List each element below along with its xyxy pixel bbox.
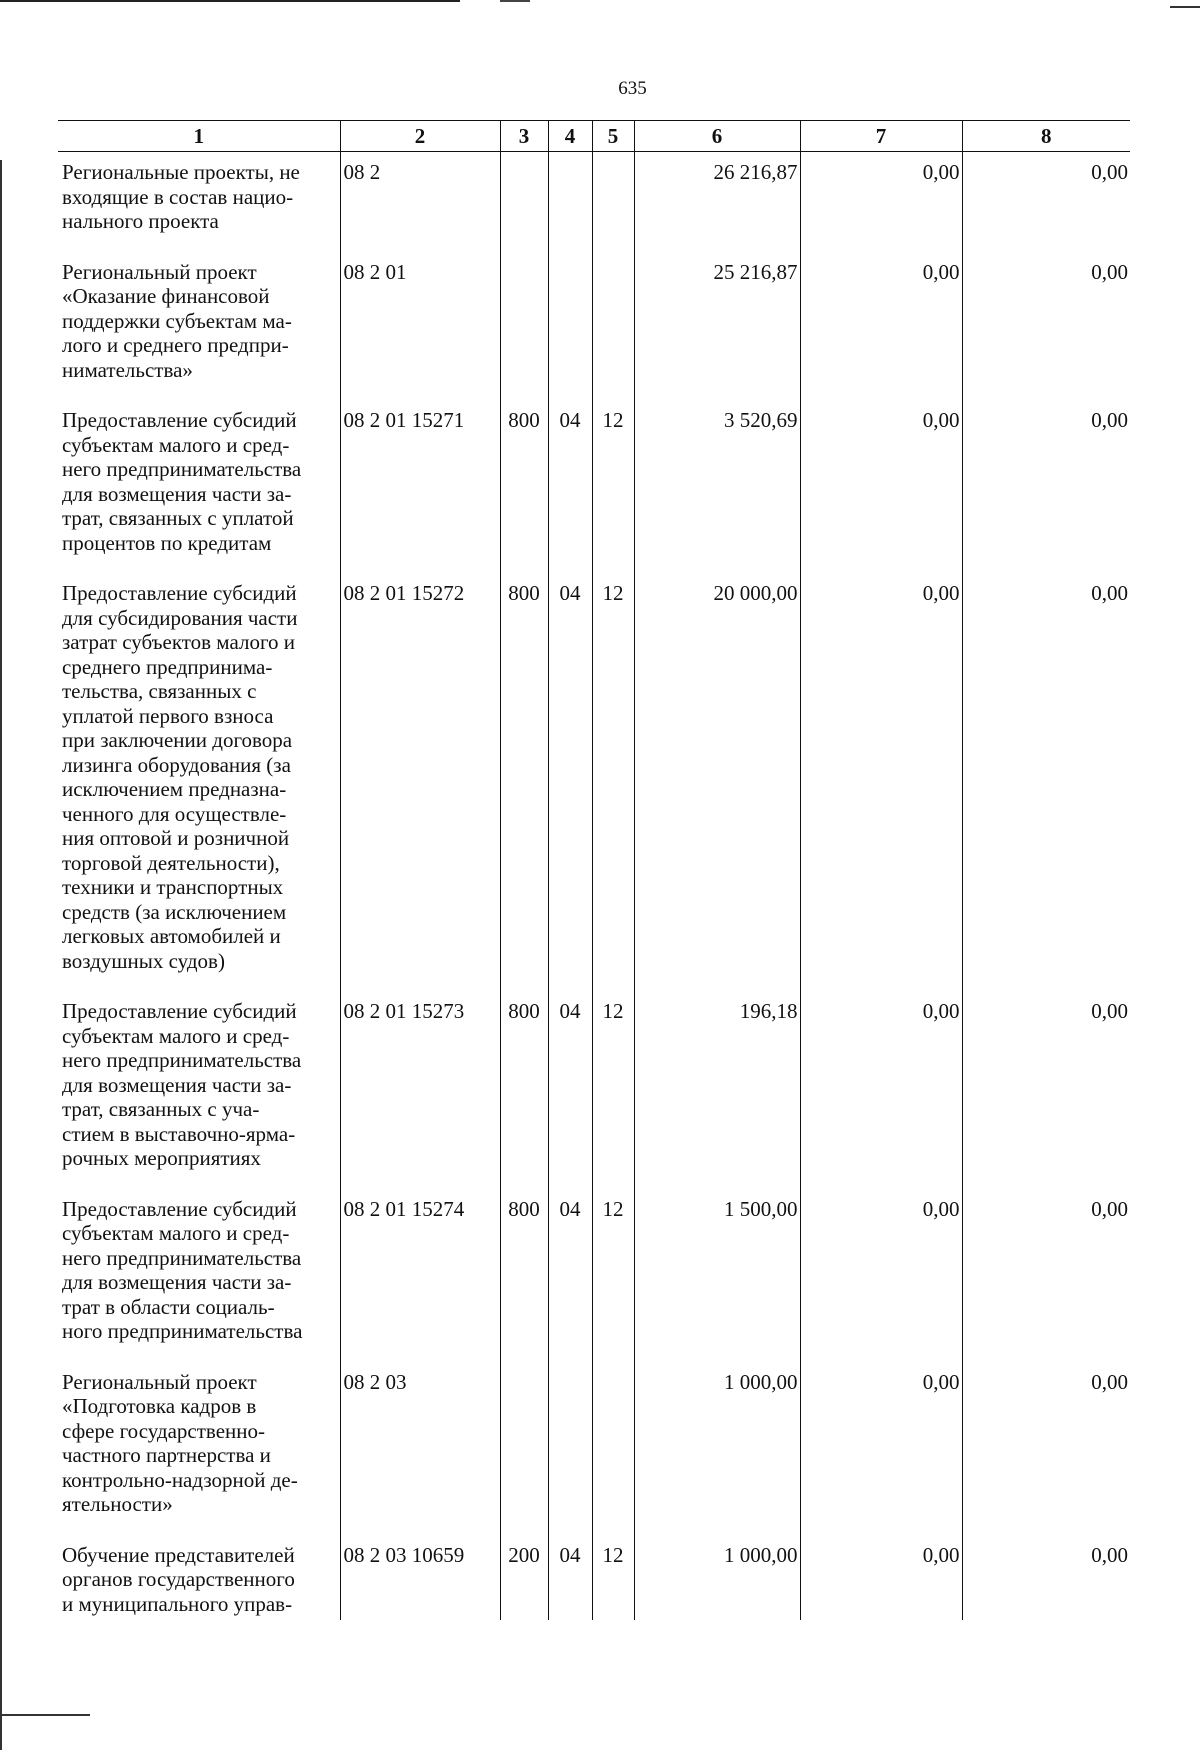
row-name-line: лого и среднего предпри-: [62, 333, 289, 357]
header-row: [58, 121, 1130, 152]
row-amount-col-7: 0,00: [800, 991, 962, 1189]
row-name-line: ного предпринимательства: [62, 1319, 303, 1343]
row-code: 08 2 01: [340, 252, 500, 401]
row-amount-col-7: 0,00: [800, 573, 962, 991]
row-name-line: «Оказание финансовой: [62, 284, 270, 308]
row-col-3: [500, 252, 548, 401]
row-name: [58, 400, 340, 573]
row-name-line: Региональные проекты, не: [62, 160, 300, 184]
row-amount-col-7: 0,00: [800, 1535, 962, 1621]
row-amount-col-6: 1 500,00: [634, 1189, 800, 1362]
row-code: 08 2 03 10659: [340, 1535, 500, 1621]
header-col-1: 1: [58, 121, 340, 152]
table-body: [58, 152, 1130, 1621]
row-name-line: трат в области социаль-: [62, 1294, 275, 1319]
row-col-4: [548, 252, 592, 401]
row-amount-col-6: 3 520,69: [634, 400, 800, 573]
row-amount-col-8: 0,00: [962, 252, 1130, 401]
row-name: [58, 991, 340, 1189]
row-col-3: 800: [500, 573, 548, 991]
row-name-line: него предпринимательства: [62, 1245, 302, 1270]
row-name-line: него предпринимательства: [62, 457, 302, 481]
row-name: [58, 1362, 340, 1535]
header-col-2: 2: [340, 121, 500, 152]
header-col-4: 4: [548, 121, 592, 152]
header-col-3: 3: [500, 121, 548, 152]
row-amount-col-7: 0,00: [800, 1189, 962, 1362]
row-col-4: 04: [548, 991, 592, 1189]
row-name: [58, 252, 340, 401]
row-name-line: нального проекта: [62, 209, 219, 233]
row-name-line: контрольно-надзорной де-: [62, 1467, 298, 1492]
row-name-line: Предоставление субсидий: [62, 999, 297, 1023]
row-amount-col-6: 25 216,87: [634, 252, 800, 401]
row-amount-col-8: 0,00: [962, 991, 1130, 1189]
row-code: 08 2 01 15273: [340, 991, 500, 1189]
row-amount-col-8: 0,00: [962, 152, 1130, 252]
row-amount-col-6: 196,18: [634, 991, 800, 1189]
row-name-line: Региональный проект: [62, 1369, 257, 1394]
row-name-line: поддержки субъектам ма-: [62, 308, 292, 333]
row-name-line: процентов по кредитам: [62, 530, 272, 555]
table-row: [58, 1535, 1130, 1621]
row-name-line: затрат субъектов малого и: [62, 630, 296, 654]
row-col-3: 200: [500, 1535, 548, 1621]
row-name-line: и муниципального управ-: [62, 1591, 293, 1616]
row-amount-col-8: 0,00: [962, 573, 1130, 991]
row-col-5: [592, 252, 634, 401]
row-name-line: сфере государственно-: [62, 1418, 265, 1443]
table-row: [58, 991, 1130, 1189]
row-name-line: трат, связанных с уча-: [62, 1097, 260, 1121]
header-col-6: 6: [634, 121, 800, 152]
row-col-5: 12: [592, 1189, 634, 1362]
row-amount-col-7: 0,00: [800, 252, 962, 401]
row-amount-col-6: 26 216,87: [634, 152, 800, 252]
row-code: 08 2: [340, 152, 500, 252]
table-row: [58, 152, 1130, 252]
row-name-line: при заключении договора: [62, 728, 293, 752]
row-name-line: него предпринимательства: [62, 1048, 302, 1072]
row-name-line: Предоставление субсидий: [62, 1196, 297, 1221]
row-name-line: Обучение представителей: [62, 1542, 295, 1567]
row-name-line: уплатой первого взноса: [62, 703, 274, 728]
row-name-line: органов государственного: [62, 1567, 295, 1591]
row-code: 08 2 01 15274: [340, 1189, 500, 1362]
scan-edge-top-right: [1170, 6, 1200, 8]
row-col-3: [500, 152, 548, 252]
table-row: [58, 573, 1130, 991]
row-col-5: 12: [592, 1535, 634, 1621]
header-col-7: 7: [800, 121, 962, 152]
row-amount-col-6: 20 000,00: [634, 573, 800, 991]
row-name-line: для возмещения части за-: [62, 1270, 292, 1294]
row-name: [58, 573, 340, 991]
row-name: [58, 1189, 340, 1362]
row-col-4: 04: [548, 1535, 592, 1621]
row-name: [58, 1535, 340, 1621]
row-col-4: [548, 1362, 592, 1535]
table-row: [58, 1189, 1130, 1362]
row-name-line: легковых автомобилей и: [62, 924, 281, 948]
row-name-line: техники и транспортных: [62, 875, 284, 899]
row-col-5: [592, 1362, 634, 1535]
table-row: [58, 400, 1130, 573]
row-name-line: воздушных судов): [62, 948, 225, 973]
row-code: 08 2 01 15271: [340, 400, 500, 573]
header-col-5: 5: [592, 121, 634, 152]
row-name-line: Предоставление субсидий: [62, 408, 297, 432]
row-name-line: лизинга оборудования (за: [62, 752, 291, 777]
row-name-line: нимательства»: [62, 357, 193, 382]
table-row: [58, 1362, 1130, 1535]
row-name-line: стием в выставочно-ярма-: [62, 1121, 296, 1146]
scan-edge-bottom: [0, 1714, 90, 1716]
row-col-3: 800: [500, 400, 548, 573]
row-amount-col-6: 1 000,00: [634, 1535, 800, 1621]
row-amount-col-6: 1 000,00: [634, 1362, 800, 1535]
page-number: 635: [618, 78, 647, 99]
row-amount-col-8: 0,00: [962, 400, 1130, 573]
table-row: [58, 252, 1130, 401]
row-col-5: 12: [592, 573, 634, 991]
row-name: [58, 152, 340, 252]
row-amount-col-7: 0,00: [800, 1362, 962, 1535]
row-name-line: торговой деятельности),: [62, 850, 280, 875]
scan-edge-left: [0, 160, 2, 1750]
row-col-4: 04: [548, 573, 592, 991]
row-code: 08 2 01 15272: [340, 573, 500, 991]
row-amount-col-8: 0,00: [962, 1189, 1130, 1362]
row-col-5: [592, 152, 634, 252]
row-name-line: тельства, связанных с: [62, 679, 257, 703]
row-name-line: субъектам малого и сред-: [62, 1023, 290, 1048]
row-name-line: среднего предпринима-: [62, 654, 273, 679]
row-name-line: Предоставление субсидий: [62, 581, 297, 605]
row-amount-col-7: 0,00: [800, 152, 962, 252]
row-name-line: рочных мероприятиях: [62, 1146, 261, 1170]
row-name-line: для субсидирования части: [62, 605, 298, 630]
row-name-line: средств (за исключением: [62, 899, 287, 924]
budget-table: [58, 120, 1130, 1620]
row-amount-col-8: 0,00: [962, 1535, 1130, 1621]
row-name-line: для возмещения части за-: [62, 481, 292, 506]
row-code: 08 2 03: [340, 1362, 500, 1535]
row-col-3: 800: [500, 991, 548, 1189]
row-name-line: частного партнерства и: [62, 1443, 271, 1467]
row-name-line: Региональный проект: [62, 259, 257, 284]
row-col-5: 12: [592, 400, 634, 573]
row-col-5: 12: [592, 991, 634, 1189]
row-name-line: ния оптовой и розничной: [62, 826, 290, 850]
row-name-line: трат, связанных с уплатой: [62, 506, 294, 530]
row-col-3: 800: [500, 1189, 548, 1362]
row-amount-col-7: 0,00: [800, 400, 962, 573]
row-col-4: 04: [548, 400, 592, 573]
row-name-line: субъектам малого и сред-: [62, 1221, 290, 1245]
row-name-line: «Подготовка кадров в: [62, 1394, 257, 1418]
row-name-line: для возмещения части за-: [62, 1072, 292, 1097]
header-col-8: 8: [962, 121, 1130, 152]
row-col-3: [500, 1362, 548, 1535]
row-name-line: исключением предназна-: [62, 777, 287, 801]
row-amount-col-8: 0,00: [962, 1362, 1130, 1535]
row-col-4: 04: [548, 1189, 592, 1362]
scan-edge-top-fragment: [500, 0, 530, 2]
row-col-4: [548, 152, 592, 252]
row-name-line: ятельности»: [62, 1492, 173, 1516]
row-name-line: входящие в состав нацио-: [62, 184, 294, 209]
row-name-line: ченного для осуществле-: [62, 801, 287, 826]
scan-edge-top: [0, 0, 460, 2]
row-name-line: субъектам малого и сред-: [62, 432, 290, 457]
